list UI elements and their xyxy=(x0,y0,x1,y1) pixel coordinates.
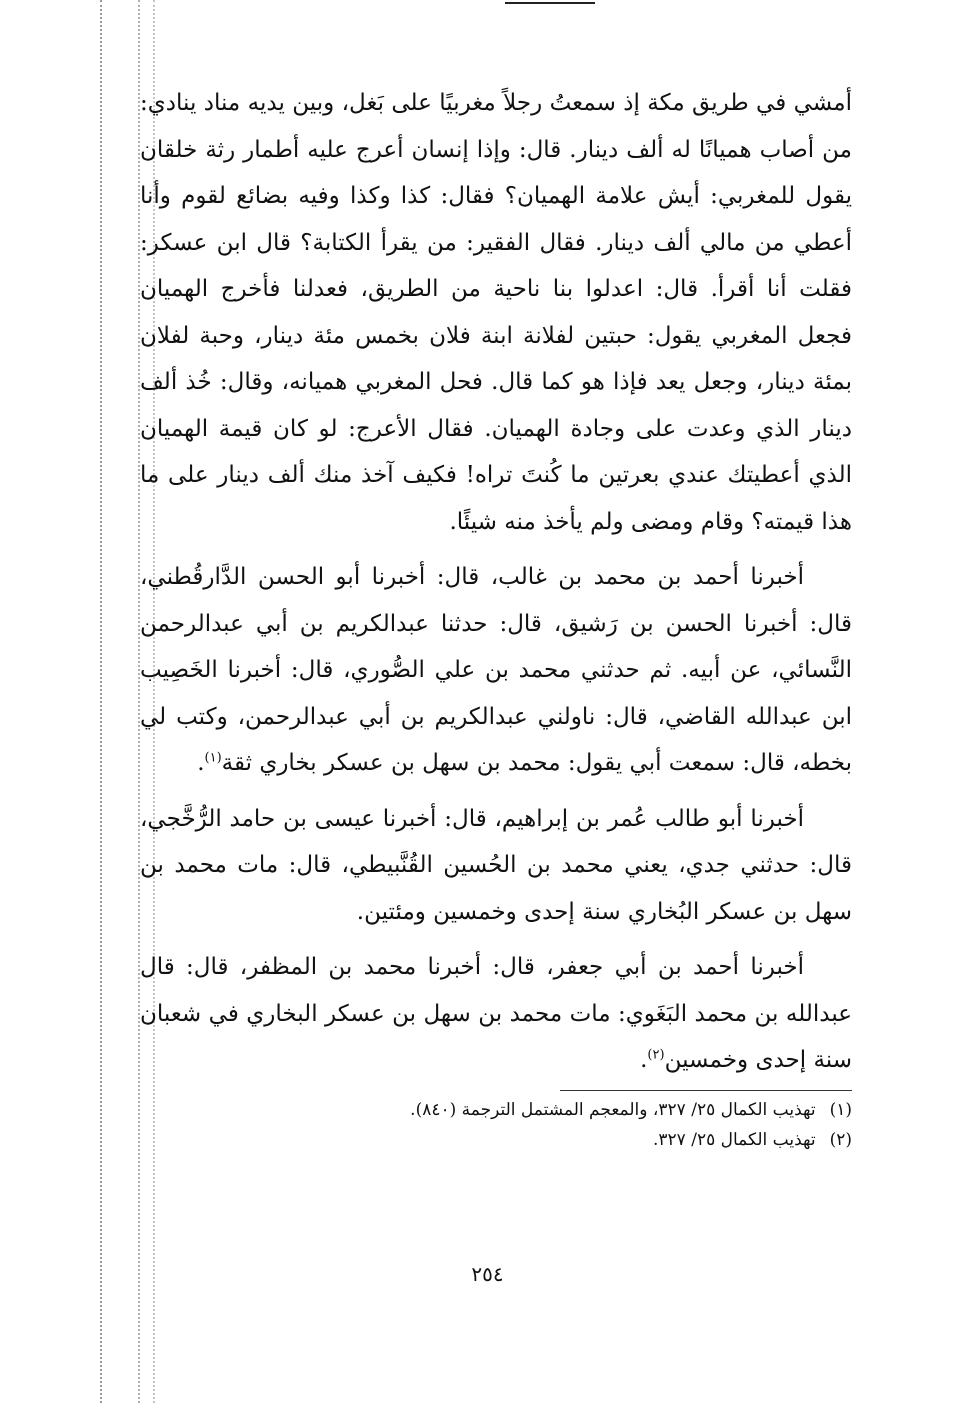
footnote-reference: (١) xyxy=(204,750,222,766)
footnote-1 xyxy=(140,1095,852,1125)
paragraph-tail: . xyxy=(197,750,205,776)
paragraph-text: أخبرنا أحمد بن محمد بن غالب، قال: أخبرنا أبو الحسن الدَّارقُطني، قال: أخبرنا الحسن بن رَشيق، قال: حدثنا عبدالكريم بن أبي عبدالرحمن النَّسائي، عن أبيه. ثم حدثني محمد بن علي الصُّوري، قال: أخبرنا الخَصِيب ابن عبدالله القاضي، قال: ناولني عبدالكريم بن أبي عبدالرحمن، وكتب لي بخطه، قال: سمعت أبي يقول: محمد بن سهل بن عسكر بخاري ثقة xyxy=(140,564,852,776)
footnotes xyxy=(140,1095,852,1155)
paragraph-4 xyxy=(140,944,852,1084)
scan-artifact-line xyxy=(100,0,102,1403)
footnote-number: (٢) xyxy=(829,1130,852,1150)
page-number: ٢٥٤ xyxy=(471,1262,504,1286)
footnote-text: تهذيب الكمال ٢٥/ ٣٢٧. xyxy=(652,1130,816,1150)
paragraph-text: أخبرنا أبو طالب عُمر بن إبراهيم، قال: أخبرنا عيسى بن حامد الرُّخَّجي، قال: حدثني جدي، يعني محمد بن الحُسين القُنَّبيطي، قال: مات محمد بن سهل بن عسكر البُخاري سنة إحدى وخمسين ومئتين. xyxy=(140,805,852,925)
paragraph-text: أخبرنا أحمد بن أبي جعفر، قال: أخبرنا محمد بن المظفر، قال: قال عبدالله بن محمد البَغَوي: مات محمد بن سهل بن عسكر البخاري في شعبان سنة إحدى وخمسين xyxy=(140,954,852,1073)
footnote-separator xyxy=(560,1090,852,1091)
footnote-number: (١) xyxy=(829,1100,852,1120)
top-edge-rule xyxy=(505,2,595,4)
footnote-text: تهذيب الكمال ٢٥/ ٣٢٧، والمعجم المشتمل الترجمة (٨٤٠). xyxy=(410,1100,816,1120)
paragraph-tail: . xyxy=(640,1047,648,1073)
paragraph-text: أمشي في طريق مكة إذ سمعتُ رجلاً مغربيًا على بَغل، وبين يديه مناد ينادي: من أصاب هميانًا له ألف دينار. قال: وإذا إنسان أعرج عليه أطمار رثة خلقان يقول للمغربي: أيش علامة الهميان؟ فقال: كذا وكذا وفيه بضائع لقوم وأنا أعطي من مالي ألف دينار. فقال الفقير: من يقرأ الكتابة؟ قال ابن عسكر: فقلت أنا أقرأ. قال: اعدلوا بنا ناحية من الطريق، فعدلنا فأخرج الهميان فجعل المغربي يقول: حبتين لفلانة ابنة فلان بخمس مئة دينار، وحبة لفلان بمئة دينار، وجعل يعد فإذا هو كما قال. فحل المغربي هميانه، وقال: خُذ ألف دينار الذي وعدت على وجادة الهميان. فقال الأعرج: لو كان قيمة الهميان الذي أعطيتك عندي بعرتين ما كُنتَ تراه! فكيف آخذ منك ألف دينار على ما هذا قيمته؟ وقام ومضى ولم يأخذ منه شيئًا. xyxy=(140,90,852,535)
paragraph-3 xyxy=(140,796,852,936)
main-text xyxy=(140,80,852,1084)
footnote-reference: (٢) xyxy=(647,1047,665,1063)
paragraph-2 xyxy=(140,554,852,787)
footnote-2 xyxy=(140,1125,852,1155)
paragraph-1 xyxy=(140,80,852,545)
